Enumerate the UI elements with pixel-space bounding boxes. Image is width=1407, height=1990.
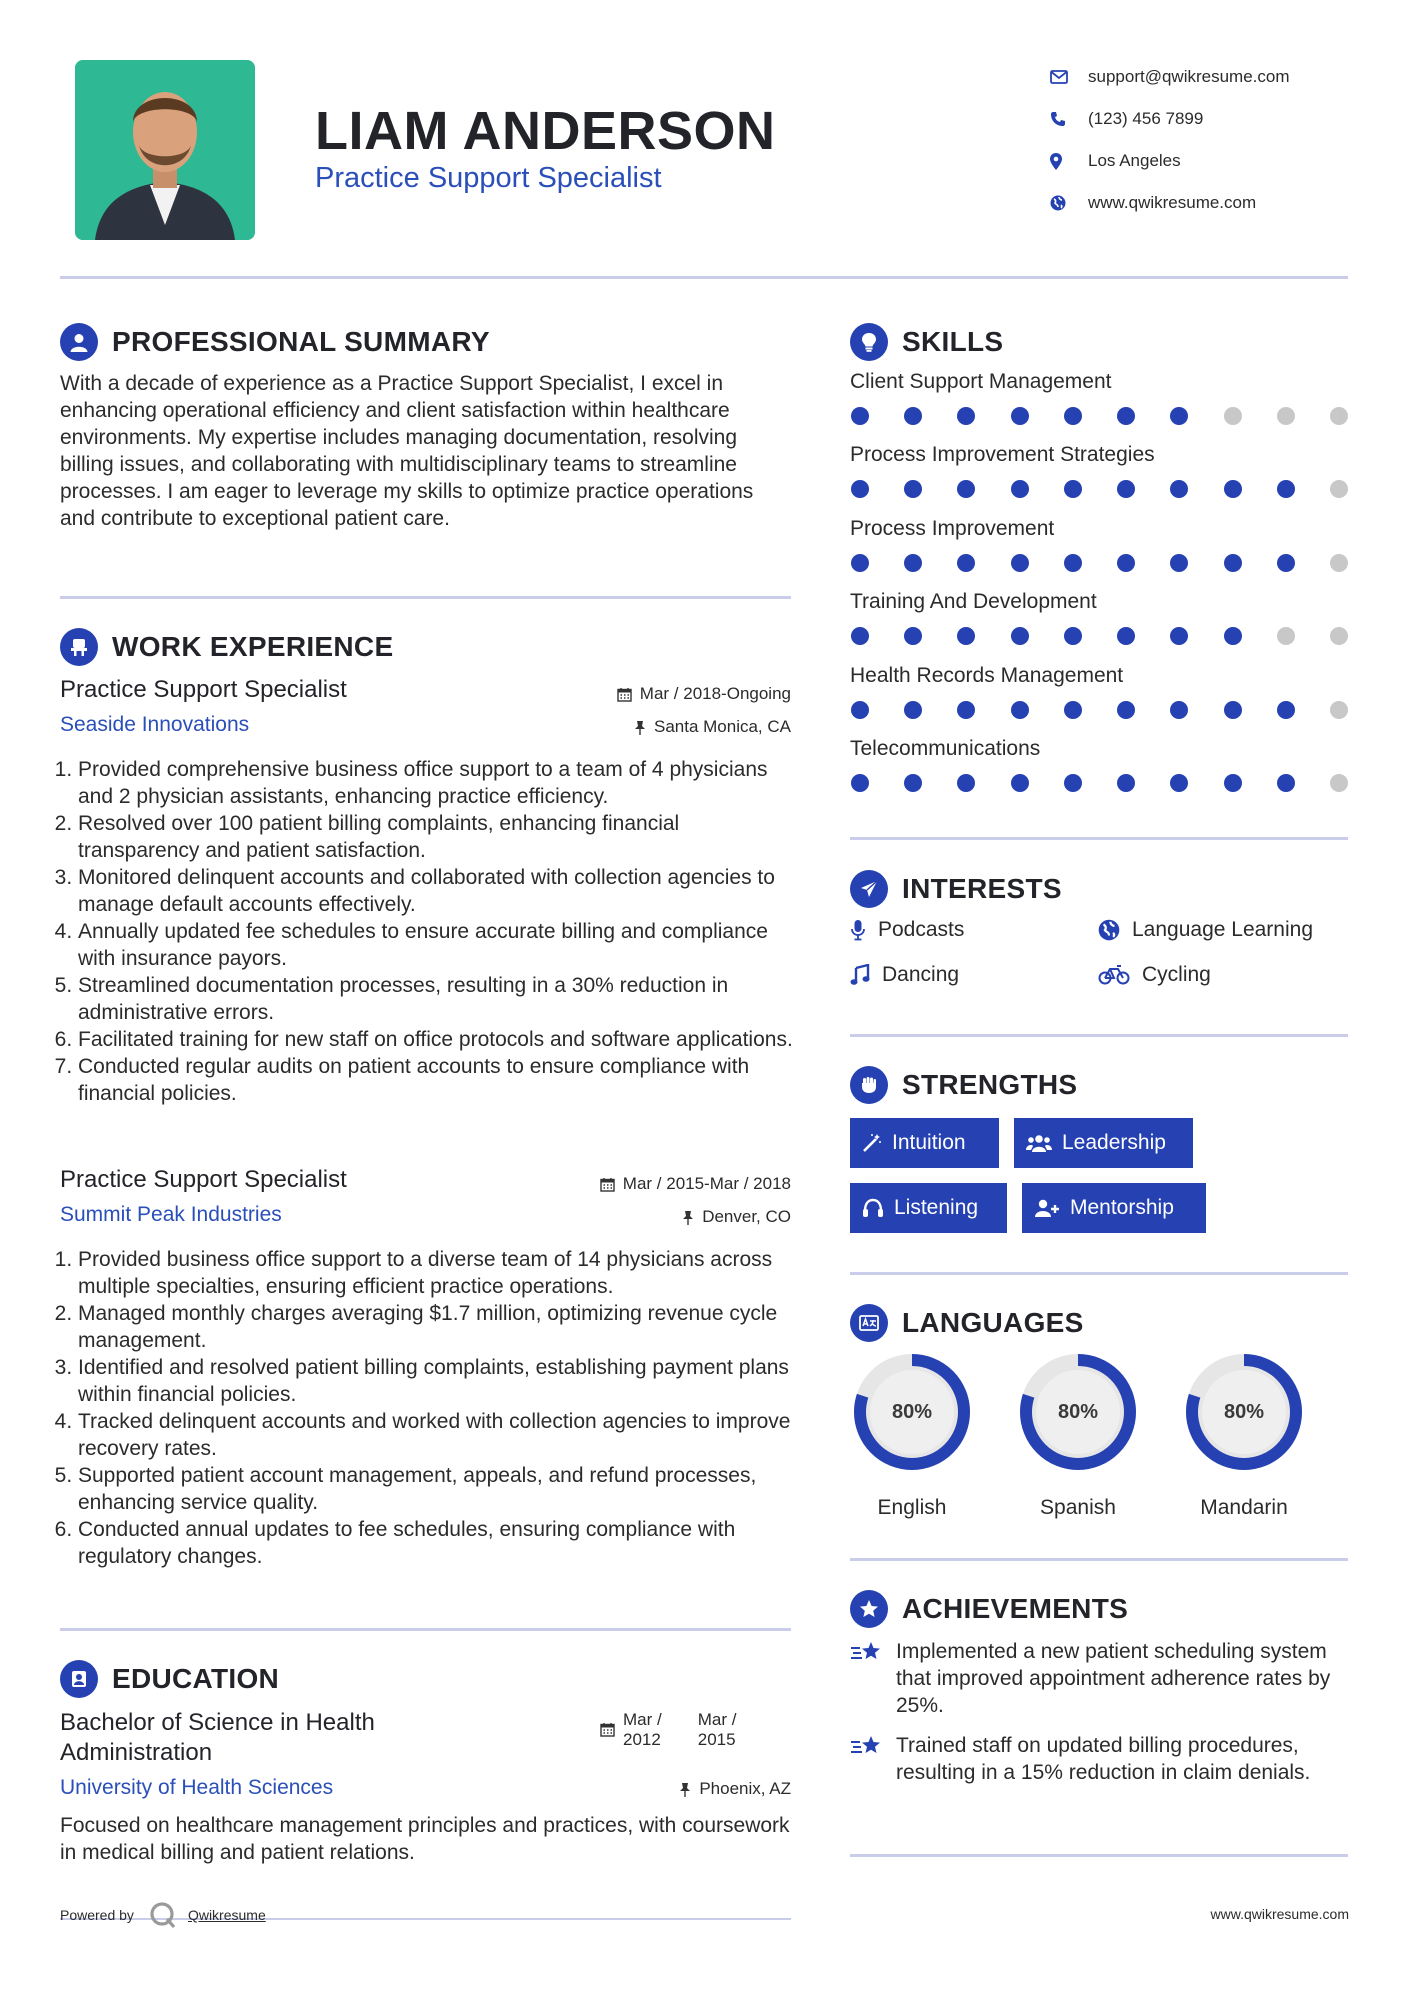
language-ring (1016, 1350, 1140, 1474)
skill-name: Process Improvement Strategies (850, 443, 1155, 467)
skill-dot-filled (1170, 774, 1188, 792)
skill-dot-filled (1011, 701, 1029, 719)
language-ring (1182, 1350, 1306, 1474)
skill-dot-filled (957, 774, 975, 792)
language-name: Spanish (1040, 1496, 1116, 1519)
education-location (560, 1779, 791, 1799)
calendar-icon (600, 1177, 615, 1192)
skill-dot-empty (1330, 480, 1348, 498)
globe-icon (1050, 195, 1066, 211)
language-spanish (1016, 1350, 1140, 1520)
education-text: Focused on healthcare management principles and practices, with coursework in medical billing and patient relations. (60, 1814, 790, 1864)
skill-dot-filled (1224, 774, 1242, 792)
achievement-text: Trained staff on updated billing procedures, resulting in a 15% reduction in claim denials. (896, 1734, 1311, 1784)
interests-divider (850, 1034, 1348, 1037)
job-company[interactable]: Summit Peak Industries (60, 1203, 282, 1226)
skill-rating (851, 407, 1348, 425)
strength-label: Intuition (892, 1131, 966, 1154)
strength-tag-listening (850, 1183, 1007, 1233)
skill-dot-filled (1064, 407, 1082, 425)
summary-heading (60, 323, 490, 361)
skill-dot-filled (1170, 627, 1188, 645)
duty-item: 4. Annually updated fee schedules to ensure accurate billing and compliance with insurance payors. (78, 918, 795, 972)
achievement-item (850, 1732, 1350, 1786)
degree-line-1: Bachelor of Science in Health (60, 1709, 375, 1736)
skill-dot-filled (957, 627, 975, 645)
skill-dot-filled (1277, 480, 1295, 498)
summary-heading-text: PROFESSIONAL SUMMARY (112, 326, 490, 357)
skill-dot-filled (1064, 774, 1082, 792)
skill-dot-filled (1170, 407, 1188, 425)
skill-dot-filled (1064, 701, 1082, 719)
lightbulb-icon (850, 323, 888, 361)
skill-name: Health Records Management (850, 663, 1124, 687)
skill-dot-filled (1224, 627, 1242, 645)
contact-location (1050, 140, 1350, 182)
duty-item: 2. Resolved over 100 patient billing complaints, enhancing financial transparency and patient satisfaction. (78, 810, 795, 864)
skill-dot-empty (1330, 407, 1348, 425)
skill-dot-filled (957, 480, 975, 498)
language-name: English (877, 1496, 947, 1519)
interest-podcasts (850, 918, 964, 942)
strengths-heading (850, 1066, 1077, 1104)
skill-dot-filled (1011, 627, 1029, 645)
skill-dot-filled (1117, 554, 1135, 572)
skill-dot-empty (1330, 774, 1348, 792)
music-note-icon (850, 964, 870, 986)
thumbtack-icon (679, 1782, 691, 1797)
contact-location-text: Los Angeles (1088, 151, 1181, 170)
skill-dot-filled (851, 627, 869, 645)
languages-heading (850, 1304, 1084, 1342)
duty-item: 5. Supported patient account management, appeals, and refund processes, enhancing service quality. (78, 1462, 795, 1516)
skill-dot-empty (1277, 627, 1295, 645)
education-end-year: 2015 (697, 1730, 736, 1749)
experience-divider (60, 1628, 791, 1631)
skill-dot-filled (851, 407, 869, 425)
strengths-divider (850, 1272, 1348, 1275)
skill-name: Training And Development (850, 590, 1097, 614)
skill-dot-filled (851, 554, 869, 572)
achievement-item (850, 1638, 1350, 1719)
language-percent: 80% (891, 1400, 933, 1423)
job-location (560, 1207, 791, 1227)
bicycle-icon (1098, 965, 1130, 985)
strength-tag-intuition (850, 1118, 999, 1168)
shooting-star-icon (850, 1640, 884, 1666)
calendar-icon (617, 687, 632, 702)
skill-dot-filled (1170, 480, 1188, 498)
skill-dot-filled (904, 701, 922, 719)
language-english (850, 1350, 974, 1520)
achievements-divider (850, 1854, 1348, 1857)
skill-dot-filled (1011, 480, 1029, 498)
contact-email[interactable] (1050, 56, 1350, 98)
envelope-icon (1050, 70, 1068, 84)
profile-photo (75, 60, 255, 240)
skill-dot-filled (1277, 774, 1295, 792)
job-dates (540, 1174, 791, 1194)
contact-list (1050, 56, 1350, 224)
skill-rating (851, 480, 1348, 498)
graduate-icon (60, 1660, 98, 1698)
job-title: Practice Support Specialist (60, 1166, 347, 1193)
footer-powered-text: Powered by (60, 1907, 134, 1923)
job-duties (60, 756, 795, 1107)
skill-dot-filled (957, 701, 975, 719)
education-end-month: Mar / (697, 1710, 737, 1729)
user-plus-icon (1034, 1198, 1060, 1218)
education-start-month: Mar / (623, 1710, 662, 1729)
phone-icon (1050, 111, 1066, 127)
achievements-heading-text: ACHIEVEMENTS (902, 1593, 1129, 1624)
duty-item: 3. Identified and resolved patient billing complaints, establishing payment plans within financial policies. (78, 1354, 795, 1408)
contact-email-text: support@qwikresume.com (1088, 67, 1290, 86)
job-dates-text: Mar / 2018-Ongoing (639, 684, 791, 703)
skill-dot-filled (957, 407, 975, 425)
strength-tag-mentorship (1022, 1183, 1206, 1233)
skill-dot-filled (957, 554, 975, 572)
job-dates-text: Mar / 2015-Mar / 2018 (622, 1174, 791, 1193)
contact-website[interactable] (1050, 182, 1350, 224)
duty-item: 2. Managed monthly charges averaging $1.7 million, optimizing revenue cycle management. (78, 1300, 795, 1354)
paper-plane-icon (850, 870, 888, 908)
interests-heading-text: INTERESTS (902, 873, 1062, 904)
skill-dot-empty (1330, 701, 1348, 719)
contact-website-text: www.qwikresume.com (1088, 193, 1257, 212)
skill-rating (851, 701, 1348, 719)
degree-title (60, 1708, 375, 1768)
fist-icon (850, 1066, 888, 1104)
skill-rating (851, 627, 1348, 645)
job-title: Practice Support Specialist (60, 676, 347, 703)
language-percent: 80% (1057, 1400, 1099, 1423)
skill-rating (851, 554, 1348, 572)
footer-powered-by (60, 1900, 266, 1930)
school-name[interactable]: University of Health Sciences (60, 1776, 334, 1799)
skill-dot-filled (1011, 774, 1029, 792)
job-location (560, 717, 791, 737)
header-divider (60, 276, 1348, 279)
education-heading-text: EDUCATION (112, 1663, 280, 1694)
user-icon (60, 323, 98, 361)
skill-dot-filled (1117, 774, 1135, 792)
skill-dot-filled (1117, 407, 1135, 425)
interest-dancing (850, 963, 959, 987)
skill-dot-filled (1170, 701, 1188, 719)
duty-item: 4. Tracked delinquent accounts and worked with collection agencies to improve recovery rates. (78, 1408, 795, 1462)
job-location-text: Santa Monica, CA (653, 717, 791, 736)
microphone-icon (850, 919, 866, 941)
achievement-text: Implemented a new patient scheduling system that improved appointment adherence rates by 25%. (896, 1640, 1331, 1717)
skill-dot-filled (1064, 627, 1082, 645)
footer-website[interactable]: www.qwikresume.com (1210, 1906, 1349, 1922)
language-percent: 80% (1223, 1400, 1265, 1423)
skill-dot-filled (1064, 480, 1082, 498)
star-badge-icon (850, 1590, 888, 1628)
skill-dot-empty (1330, 627, 1348, 645)
users-icon (1026, 1133, 1052, 1153)
skill-dot-filled (1011, 407, 1029, 425)
skills-divider (850, 837, 1348, 840)
globe-icon (1098, 919, 1120, 941)
experience-heading-text: WORK EXPERIENCE (112, 631, 394, 662)
skill-dot-filled (1117, 701, 1135, 719)
achievements-heading (850, 1590, 1128, 1628)
skill-name: Telecommunications (850, 737, 1041, 760)
skill-dot-filled (1224, 701, 1242, 719)
skill-dot-filled (1224, 480, 1242, 498)
skill-dot-filled (1117, 480, 1135, 498)
skill-dot-filled (1277, 554, 1295, 572)
degree-line-2: Administration (60, 1739, 213, 1766)
thumbtack-icon (682, 1210, 694, 1225)
summary-divider (60, 596, 791, 599)
skill-dot-filled (904, 554, 922, 572)
duty-item: 7. Conducted regular audits on patient accounts to ensure compliance with financial policies. (78, 1053, 795, 1107)
job-duties (60, 1246, 795, 1570)
strength-label: Mentorship (1070, 1196, 1174, 1219)
duty-item: 6. Conducted annual updates to fee schedules, ensuring compliance with regulatory changes. (78, 1516, 795, 1570)
thumbtack-icon (634, 720, 646, 735)
translate-icon (850, 1304, 888, 1342)
skill-dot-filled (1011, 554, 1029, 572)
education-heading (60, 1660, 279, 1698)
qwikresume-logo-icon (148, 1900, 178, 1930)
strength-label: Leadership (1062, 1131, 1166, 1154)
skill-rating (851, 774, 1348, 792)
job-company[interactable]: Seaside Innovations (60, 713, 250, 736)
skill-dot-filled (904, 480, 922, 498)
strength-label: Listening (894, 1196, 979, 1219)
language-name: Mandarin (1200, 1496, 1288, 1519)
skill-dot-filled (1064, 554, 1082, 572)
education-start-year: 2012 (623, 1730, 661, 1749)
interest-label: Cycling (1142, 963, 1211, 986)
skills-heading-text: SKILLS (902, 326, 1004, 357)
skill-dot-filled (1117, 627, 1135, 645)
interest-language-learning (1098, 918, 1313, 942)
duty-item: 6. Facilitated training for new staff on office protocols and software applications. (78, 1026, 795, 1053)
briefcase-icon (60, 628, 98, 666)
skill-name: Process Improvement (850, 516, 1055, 540)
summary-text: With a decade of experience as a Practice Support Specialist, I excel in enhancing operational efficiency and client satisfaction within healthcare environments. My expertise includes managing documentation, resolving billing issues, and collaborating with multidisciplinary teams to streamline processes. I am eager to leverage my skills to optimize practice operations and contribute to exceptional patient care. (60, 372, 754, 530)
interest-label: Dancing (882, 963, 960, 986)
skill-dot-filled (904, 407, 922, 425)
skill-dot-filled (1170, 554, 1188, 572)
interest-cycling (1098, 963, 1211, 987)
education-location-text: Phoenix, AZ (699, 1779, 791, 1798)
skill-dot-filled (1277, 701, 1295, 719)
candidate-name: LIAM ANDERSON (315, 101, 776, 161)
headphones-icon (862, 1198, 884, 1218)
job-location-text: Denver, CO (702, 1207, 791, 1226)
interest-label: Language Learning (1132, 918, 1314, 941)
skill-name: Client Support Management (850, 370, 1112, 393)
footer-brand-link[interactable]: Qwikresume (187, 1907, 266, 1923)
languages-heading-text: LANGUAGES (902, 1307, 1084, 1338)
skill-dot-filled (1224, 554, 1242, 572)
skill-dot-filled (851, 480, 869, 498)
magic-wand-icon (862, 1133, 882, 1153)
shooting-star-icon (850, 1734, 884, 1760)
duty-item: 1. Provided business office support to a diverse team of 14 physicians across multiple specialties, ensuring efficient practice operations. (78, 1246, 795, 1300)
job-dates (560, 684, 791, 704)
interest-label: Podcasts (878, 918, 965, 941)
language-ring (850, 1350, 974, 1474)
interests-heading (850, 870, 1062, 908)
skill-dot-empty (1330, 554, 1348, 572)
skills-heading (850, 323, 1003, 361)
strength-tag-leadership (1014, 1118, 1193, 1168)
strengths-heading-text: STRENGTHS (902, 1069, 1078, 1100)
calendar-icon (600, 1722, 615, 1737)
duty-item: 3. Monitored delinquent accounts and collaborated with collection agencies to manage default accounts effectively. (78, 864, 795, 918)
map-pin-icon (1050, 153, 1062, 170)
duty-item: 1. Provided comprehensive business office support to a team of 4 physicians and 2 physician assistants, enhancing practice efficiency. (78, 756, 795, 810)
skill-dot-empty (1224, 407, 1242, 425)
skill-dot-filled (904, 627, 922, 645)
education-dates (600, 1710, 800, 1750)
language-mandarin (1182, 1350, 1306, 1520)
candidate-role: Practice Support Specialist (315, 162, 662, 194)
languages-divider (850, 1558, 1348, 1561)
skill-dot-filled (851, 701, 869, 719)
contact-phone[interactable] (1050, 98, 1350, 140)
skill-dot-filled (904, 774, 922, 792)
skill-dot-filled (851, 774, 869, 792)
contact-phone-text: (123) 456 7899 (1088, 109, 1204, 128)
experience-heading (60, 628, 393, 666)
duty-item: 5. Streamlined documentation processes, resulting in a 30% reduction in administrative errors. (78, 972, 795, 1026)
skill-dot-empty (1277, 407, 1295, 425)
